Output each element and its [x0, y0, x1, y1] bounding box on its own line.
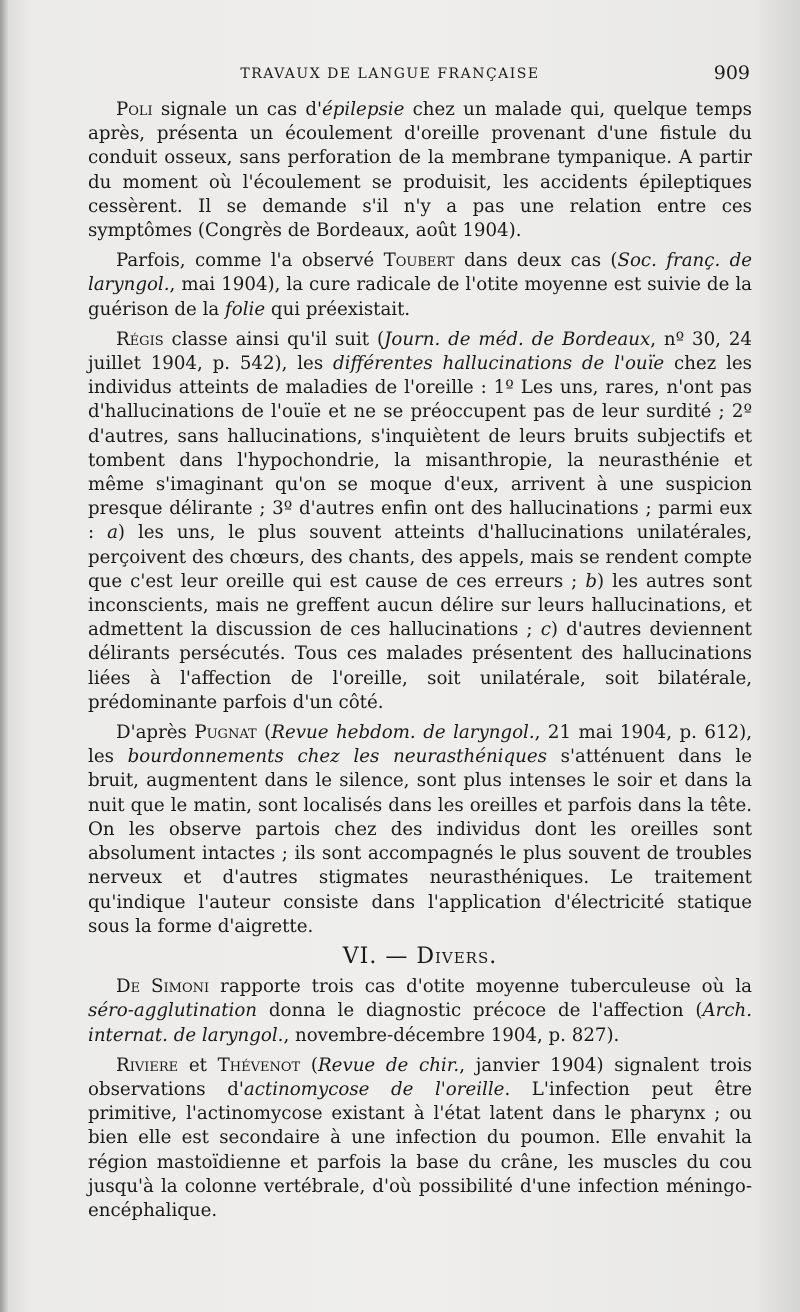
- body-text: [88, 98, 752, 1229]
- emphasis: bourdonnements chez les neurasthéniques: [127, 746, 547, 768]
- emphasis: différentes hallucinations de l'ouïe: [332, 353, 665, 375]
- emphasis: actinomycose de l'oreille: [243, 1078, 505, 1100]
- running-title: TRAVAUX DE LANGUE FRANÇAISE: [240, 66, 540, 82]
- author-name: De Simoni: [116, 976, 210, 998]
- paragraph-riviere: Riviere et Thévenot (Revue de chir., janvier 1904) signalent trois observations d'actinomycose de l'oreille. L'infection peut être primitive, l'actinomycose existant à l'état latent dans le pharynx ; ou bien elle est secondaire à une infection du poumon. Elle envahit la région mastoïdienne et parfois la base du crâne, les muscles du cou jusqu'à la colonne vertébrale, d'où possibilité d'une infection méningo-encéphalique.: [88, 1054, 753, 1221]
- page-number: 909: [713, 62, 750, 84]
- author-name: Poli: [116, 99, 153, 120]
- citation: Revue de chir.: [317, 1054, 460, 1076]
- author-name: Riviere: [116, 1054, 179, 1076]
- citation: Soc. franç. de laryngol.: [88, 250, 753, 296]
- author-name: Toubert: [383, 250, 455, 272]
- paragraph-pugnat: D'après Pugnat (Revue hebdom. de laryngol., 21 mai 1904, p. 612), les bourdonnements chez les neurasthéniques s'atténuent dans le bruit, augmentent dans le silence, sont plus intenses le soir et dans la nuit que le matin, sont localisés dans les oreilles et parfois dans la tête. On les observe partois chez des individus dont les oreilles sont absolument intactes ; ils sont accompagnés le plus souvent de troubles nerveux et d'autres stigmates neurasthéniques. Le traitement qu'indique l'auteur consiste dans l'application d'électricité statique sous la forme d'aigrette.: [88, 722, 752, 937]
- author-name: Thévenot: [217, 1054, 301, 1076]
- emphasis: épilepsie: [322, 99, 405, 120]
- paragraph-regis: Régis classe ainsi qu'il suit (Journ. de méd. de Bordeaux, nº 30, 24 juillet 1904, p. 542), les différentes hallucinations de l'ouïe chez les individus atteints de maladies de l'oreille : 1º Les uns, rares, n'ont pas d'hallucinations de l'ouïe et ne se préoccupent pas de leur surdité ; 2º d'autres, sans hallucinations, s'inquiètent de leurs bruits subjectifs et tombent dans l'hypochondrie, la misanthropie, la neurasthénie et même s'imaginant qu'on se moque d'eux, arrivent à une suspicion presque délirante ; 3º d'autres enfin ont des hallucinations ; parmi eux : a) les uns, le plus souvent atteints d'hallucinations unilatérales, perçoivent des chœurs, des chants, des appels, mais se rendent compte que c'est leur oreille qui est cause de ces erreurs ; b) les autres sont inconscients, mais ne greffent aucun délire sur leurs hallucinations, et admettent la discussion de ces hallucinations ; c) d'autres deviennent délirants persécutés. Tous ces malades présentent des hallucinations liées à l'affection de l'oreille, soit unilatérale, soit bilatérale, prédominante parfois d'un côté.: [88, 328, 752, 713]
- paragraph-poli: Poli signale un cas d'épilepsie chez un malade qui, quelque temps après, présenta un écoulement d'oreille provenant d'une fistule du conduit osseux, sans perforation de la membrane tympanique. A partir du moment où l'écoulement se produisit, les accidents épileptiques cessèrent. Il se demande s'il n'y a pas une relation entre ces symptômes (Congrès de Bordeaux, août 1904).: [88, 99, 752, 242]
- section-title: Divers.: [416, 943, 498, 969]
- citation: Arch. internat. de laryngol.: [88, 1000, 752, 1046]
- list-marker: c: [540, 619, 551, 641]
- paragraph-toubert: Parfois, comme l'a observé Toubert dans deux cas (Soc. franç. de laryngol., mai 1904), la cure radicale de l'otite moyenne est suivie de la guérison de la folie qui préexistait.: [88, 250, 753, 320]
- page-edge-shadow: [0, 0, 8, 1312]
- emphasis: séro-agglutination: [88, 1000, 258, 1022]
- emphasis: folie: [225, 298, 266, 320]
- running-head: [90, 62, 750, 88]
- citation: Journ. de méd. de Bordeaux: [384, 328, 651, 350]
- section-heading: [88, 945, 752, 969]
- list-marker: b: [585, 570, 597, 592]
- paragraph-de-simoni: De Simoni rapporte trois cas d'otite moyenne tuberculeuse où la séro-agglutination donna le diagnostic précoce de l'affection (Arch. internat. de laryngol., novembre-décembre 1904, p. 827).: [88, 976, 752, 1046]
- section-number: VI. —: [342, 943, 417, 969]
- list-marker: a: [107, 522, 118, 544]
- author-name: Régis: [116, 328, 164, 350]
- author-name: Pugnat: [194, 722, 257, 744]
- citation: Revue hebdom. de laryngol.: [271, 722, 535, 744]
